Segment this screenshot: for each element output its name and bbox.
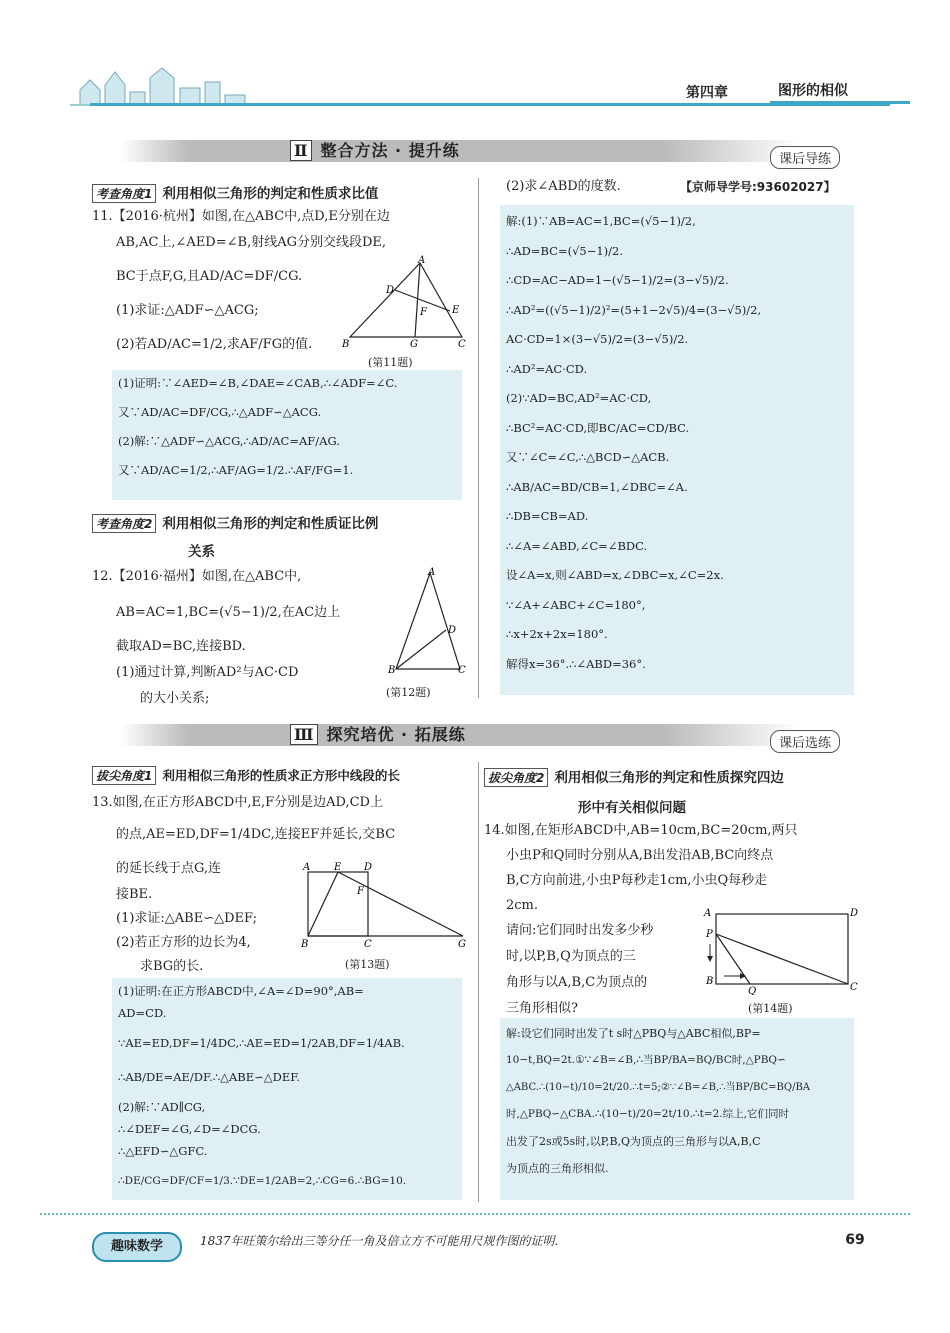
column-divider-top	[478, 178, 479, 698]
footer-dotted-rule	[40, 1213, 910, 1219]
fig11-caption: (第11题)	[368, 356, 413, 369]
q14-line-8: 三角形相似?	[506, 1001, 578, 1016]
q13-sol-line: ∴△EFD∽△GFC.	[118, 1144, 208, 1158]
section-2-tag: 课后导练	[770, 146, 840, 169]
q11-line-5: (2)若AD/AC=1/2,求AF/FG的值.	[116, 337, 313, 352]
left3-heading-text: 利用相似三角形的性质求正方形中线段的长	[162, 768, 400, 783]
section-2-title-text: 整合方法 · 提升练	[320, 141, 460, 160]
fig11-label-D: D	[386, 285, 395, 296]
fig14-label-Q: Q	[748, 986, 757, 995]
fig14-label-A: A	[704, 908, 712, 919]
fig14-label-C: C	[850, 982, 858, 993]
q12-sol-line: ∵∠A+∠ABC+∠C=180°,	[506, 597, 646, 612]
figure-12	[388, 565, 468, 680]
q11-line-2: AB,AC上,∠AED=∠B,射线AG分别交线段DE,	[116, 235, 387, 250]
q14-sol-line: △ABC.∴(10−t)/10=2t/20.∴t=5;②∵∠B=∠B,∴当BP/BC=BQ/BA	[506, 1082, 811, 1093]
q12-sol-line: ∴AD=BC=(√5−1)/2.	[506, 243, 623, 258]
q13-line-7: 求BG的长.	[140, 959, 204, 974]
fig14-label-B: B	[706, 976, 714, 987]
fig13-label-A: A	[303, 862, 311, 873]
q13-sol-line: AD=CD.	[118, 1006, 167, 1020]
right3-tag: 拔尖角度2	[484, 768, 548, 787]
fig13-label-D: D	[364, 862, 373, 873]
q14-sol-line: 为顶点的三角形相似.	[506, 1162, 609, 1175]
chapter-title: 图形的相似	[770, 80, 910, 104]
q12-sol-line: ∴DB=CB=AD.	[506, 509, 589, 523]
q12-sol-line: ∴AD²=AC·CD.	[506, 361, 588, 376]
q14-sol-line: 10−t,BQ=2t.①∵∠B=∠B,∴当BP/BA=BQ/BC时,△PBQ∽	[506, 1054, 786, 1066]
q13-sol-line: (2)解:∵AD∥CG,	[118, 1100, 206, 1114]
section-2-bar	[120, 140, 800, 162]
q13-sol-line: ∴∠DEF=∠G,∠D=∠DCG.	[118, 1122, 261, 1136]
fig13-label-C: C	[364, 939, 372, 950]
q12-line-4: (1)通过计算,判断AD²与AC·CD	[116, 665, 299, 680]
fig11-label-G: G	[410, 339, 418, 350]
q13-sol-line: ∴DE/CG=DF/CF=1/3.∵DE=1/2AB=2,∴CG=6.∴BG=10.	[118, 1175, 407, 1187]
left1-tag: 考查角度1	[92, 184, 156, 203]
figure-11	[340, 255, 470, 350]
q13-sol-line: ∵AE=ED,DF=1/4DC,∴AE=ED=1/2AB,DF=1/4AB.	[118, 1036, 405, 1050]
q14-line-6: 时,以P,B,Q为顶点的三	[506, 949, 636, 964]
q11-sol-line: 又∵AD/AC=DF/CG,∴△ADF∽△ACG.	[118, 405, 322, 419]
q13-line-3: 的延长线于点G,连	[116, 861, 222, 876]
section-3-roman: Ⅲ	[290, 724, 318, 745]
q12-sol-line: (2)∵AD=BC,AD²=AC·CD,	[506, 391, 652, 405]
q14-sol-line: 解:设它们同时出发了t s时△PBQ与△ABC相似,BP=	[506, 1027, 761, 1040]
fig11-label-E: E	[452, 305, 460, 316]
left2-tag: 考查角度2	[92, 514, 156, 533]
q13-line-2: 的点,AE=ED,DF=1/4DC,连接EF并延长,交BC	[116, 827, 396, 842]
fun-math-logo: 趣味数学	[92, 1232, 182, 1262]
q14-sol-line: 时,△PBQ∽△CBA.∴(10−t)/20=2t/10.∴t=2.综上,它们同时	[506, 1108, 789, 1120]
figure-14	[700, 900, 865, 995]
q12-line-5: 的大小关系;	[140, 691, 210, 706]
fig11-label-F: F	[420, 307, 427, 318]
q12-sol-line: ∴AD²=((√5−1)/2)²=(5+1−2√5)/4=(3−√5)/2,	[506, 302, 762, 317]
footer-note: 1837年旺策尔给出三等分任一角及倍立方不可能用尺规作图的证明.	[200, 1234, 559, 1248]
left3-heading	[92, 766, 400, 785]
left3-tag: 拔尖角度1	[92, 766, 156, 785]
right3-heading-line2: 形中有关相似问题	[578, 800, 686, 816]
fig14-label-D: D	[850, 908, 859, 919]
q13-sol-line: ∴AB/DE=AE/DF.∴△ABE∽△DEF.	[118, 1070, 301, 1084]
figure-13	[298, 860, 473, 950]
section-3-tag: 课后选练	[770, 730, 840, 753]
q13-line-4: 接BE.	[116, 887, 153, 902]
q12-line-1: 12.【2016·福州】如图,在△ABC中,	[92, 569, 302, 584]
fig12-caption: (第12题)	[386, 686, 431, 699]
q11-sol-line: (1)证明:∵∠AED=∠B,∠DAE=∠CAB,∴∠ADF=∠C.	[118, 376, 398, 390]
q14-line-3: B,C方向前进,小虫P每秒走1cm,小虫Q每秒走	[506, 873, 768, 888]
q12-sol-line: 解得x=36°.∴∠ABD=36°.	[506, 656, 646, 671]
section-2-title	[290, 138, 460, 161]
q11-line-1: 11.【2016·杭州】如图,在△ABC中,点D,E分别在边	[92, 209, 390, 224]
fig11-label-B: B	[342, 339, 350, 350]
column-divider-bottom	[478, 762, 479, 1202]
q13-sol-line: (1)证明:在正方形ABCD中,∠A=∠D=90°,AB=	[118, 984, 364, 998]
q12-sol-line: ∴BC²=AC·CD,即BC/AC=CD/BC.	[506, 420, 690, 435]
fig13-label-B: B	[301, 939, 309, 950]
fig14-caption: (第14题)	[748, 1002, 793, 1015]
left2-heading-text: 利用相似三角形的判定和性质证比例	[162, 516, 379, 532]
q12-sol-line: 解:(1)∵AB=AC=1,BC=(√5−1)/2,	[506, 214, 696, 228]
left2-heading	[92, 512, 378, 533]
fig12-label-D: D	[448, 625, 457, 636]
q12-sol-line: ∴∠A=∠ABD,∠C=∠BDC.	[506, 538, 648, 553]
q11-sol-line: (2)解:∵△ADF∽△ACG,∴AD/AC=AF/AG.	[118, 434, 340, 448]
q11-line-4: (1)求证:△ADF∽△ACG;	[116, 303, 259, 318]
q12-sol-line: AC·CD=1×(3−√5)/2=(3−√5)/2.	[506, 332, 689, 346]
q13-solution	[112, 978, 462, 1200]
q12-sol-line: ∴x+2x+2x=180°.	[506, 627, 608, 641]
left1-heading	[92, 182, 378, 203]
q14-line-7: 角形与以A,B,C为顶点的	[506, 975, 648, 990]
q14-solution	[500, 1018, 854, 1200]
left1-heading-text: 利用相似三角形的判定和性质求比值	[162, 186, 379, 202]
right3-heading	[484, 766, 784, 787]
q14-line-1: 14.如图,在矩形ABCD中,AB=10cm,BC=20cm,两只	[484, 823, 798, 838]
fig12-label-A: A	[428, 567, 436, 578]
fig11-label-C: C	[458, 339, 466, 350]
q11-sol-line: 又∵AD/AC=1/2,∴AF/AG=1/2.∴AF/FG=1.	[118, 463, 354, 477]
q12-line-3: 截取AD=BC,连接BD.	[116, 639, 246, 654]
fig12-label-B: B	[388, 665, 396, 676]
q14-line-2: 小虫P和Q同时分别从A,B出发沿AB,BC向终点	[506, 848, 774, 863]
q14-sol-line: 出发了2s或5s时,以P,B,Q为顶点的三角形与以A,B,C	[506, 1135, 761, 1148]
fig11-label-A: A	[418, 255, 426, 266]
fig13-label-F: F	[357, 886, 364, 897]
chapter-number: 第四章	[686, 85, 728, 101]
q11-solution	[112, 370, 462, 500]
q13-line-1: 13.如图,在正方形ABCD中,E,F分别是边AD,CD上	[92, 795, 383, 810]
q13-line-6: (2)若正方形的边长为4,	[116, 935, 251, 950]
q14-line-4: 2cm.	[506, 898, 539, 913]
q12-sol-line: 又∵∠C=∠C,∴△BCD∽△ACB.	[506, 450, 670, 464]
q13-line-5: (1)求证:△ABE∽△DEF;	[116, 911, 257, 926]
left2-heading-line2: 关系	[188, 544, 215, 560]
fig13-label-G: G	[458, 939, 466, 950]
q12-sol-line: 设∠A=x,则∠ABD=x,∠DBC=x,∠C=2x.	[506, 568, 724, 582]
q12-code: 【京师导学号:93602027】	[680, 180, 836, 194]
q11-line-3: BC于点F,G,且AD/AC=DF/CG.	[116, 269, 303, 284]
q14-line-5: 请问:它们同时出发多少秒	[506, 923, 654, 938]
fig13-label-E: E	[334, 862, 342, 873]
section-2-roman: Ⅱ	[290, 140, 312, 161]
fig12-label-C: C	[458, 665, 466, 676]
q12-solution	[500, 205, 854, 695]
section-3-title-text: 探究培优 · 拓展练	[326, 725, 466, 744]
q12-part2: (2)求∠ABD的度数.	[506, 179, 621, 194]
q12-sol-line: ∴CD=AC−AD=1−(√5−1)/2=(3−√5)/2.	[506, 273, 729, 287]
q12-line-2: AB=AC=1,BC=(√5−1)/2,在AC边上	[116, 605, 341, 620]
page-number: 69	[845, 1232, 865, 1248]
fig13-caption: (第13题)	[345, 958, 390, 971]
fig14-label-P: P	[706, 929, 713, 940]
q12-sol-line: ∴AB/AC=BD/CB=1,∠DBC=∠A.	[506, 479, 688, 494]
right3-heading-text: 利用相似三角形的判定和性质探究四边	[554, 770, 784, 786]
section-3-title	[290, 722, 466, 745]
